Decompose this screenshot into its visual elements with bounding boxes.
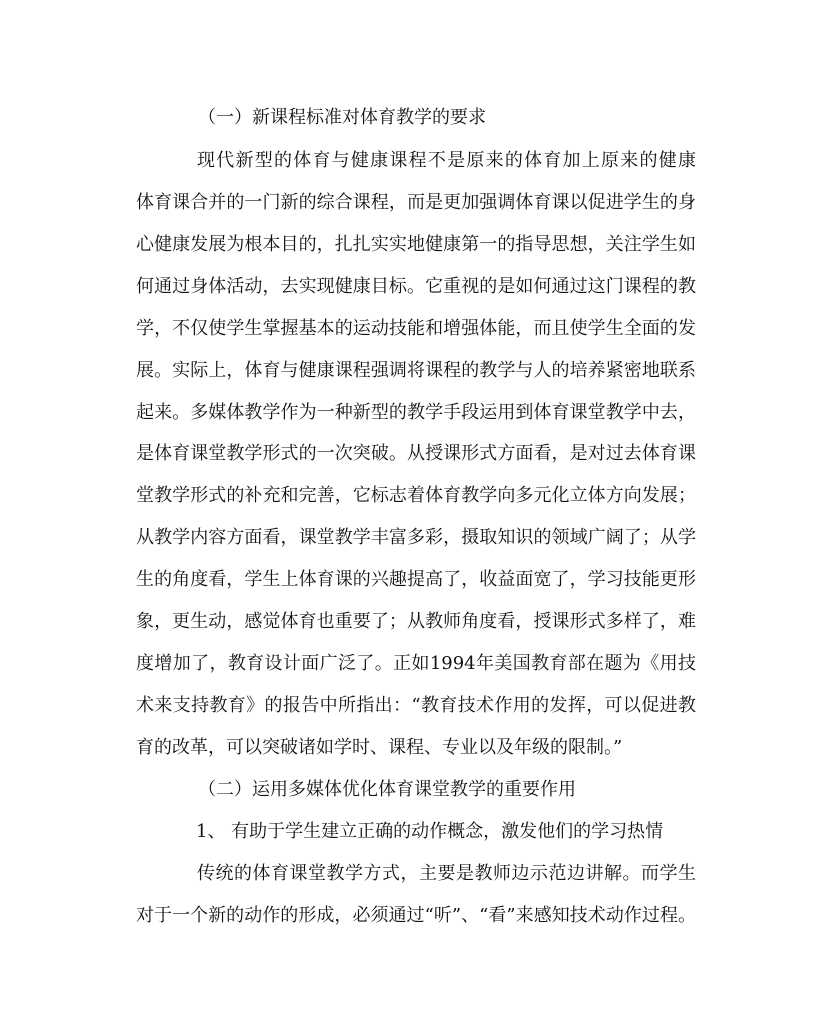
paragraph-1-line-10: 从教学内容方面看，课堂教学丰富多彩，摄取知识的领域广阔了；从学 — [136, 527, 696, 548]
paragraph-1-line-4: 何通过身体活动，去实现健康目标。它重视的是如何通过这门课程的教 — [136, 276, 696, 297]
section-heading-2: （二）运用多媒体优化体育课堂教学的重要作用 — [198, 779, 576, 800]
paragraph-1-line-6: 展。实际上，体育与健康课程强调将课程的教学与人的培养紧密地联系 — [136, 360, 696, 381]
paragraph-1-line-13: 度增加了，教育设计面广泛了。正如1994年美国教育部在题为《用技 — [136, 653, 696, 674]
paragraph-1-line-5: 学，不仅使学生掌握基本的运动技能和增强体能，而且使学生全面的发 — [136, 318, 696, 339]
paragraph-1-line-9: 堂教学形式的补充和完善，它标志着体育教学向多元化立体方向发展； — [136, 485, 696, 506]
paragraph-1-line-1: 现代新型的体育与健康课程不是原来的体育加上原来的健康 — [197, 150, 696, 171]
paragraph-2-line-2: 对于一个新的动作的形成，必须通过“听”、“看”来感知技术动作过程。 — [136, 905, 696, 926]
paragraph-1-line-11: 生的角度看，学生上体育课的兴趣提高了，收益面宽了，学习技能更形 — [136, 569, 696, 590]
paragraph-2-line-1: 传统的体育课堂教学方式，主要是教师边示范边讲解。而学生 — [197, 863, 696, 884]
paragraph-1-line-8: 是体育课堂教学形式的一次突破。从授课形式方面看，是对过去体育课 — [136, 443, 696, 464]
paragraph-1-line-15: 育的改革，可以突破诸如学时、课程、专业以及年级的限制。” — [136, 737, 623, 758]
paragraph-1-line-3: 心健康发展为根本目的，扎扎实实地健康第一的指导思想，关注学生如 — [136, 234, 696, 255]
paragraph-1-line-7: 起来。多媒体教学作为一种新型的教学手段运用到体育课堂教学中去， — [136, 402, 696, 423]
numbered-item-heading-1: 1、 有助于学生建立正确的动作概念，激发他们的学习热情 — [196, 821, 664, 842]
paragraph-1-line-2: 体育课合并的一门新的综合课程，而是更加强调体育课以促进学生的身 — [136, 192, 696, 213]
paragraph-1-line-12: 象，更生动，感觉体育也重要了；从教师角度看，授课形式多样了，难 — [136, 611, 696, 632]
paragraph-1-line-14: 术来支持教育》的报告中所指出：“教育技术作用的发挥，可以促进教 — [136, 695, 696, 716]
section-heading-1: （一）新课程标准对体育教学的要求 — [198, 107, 486, 128]
